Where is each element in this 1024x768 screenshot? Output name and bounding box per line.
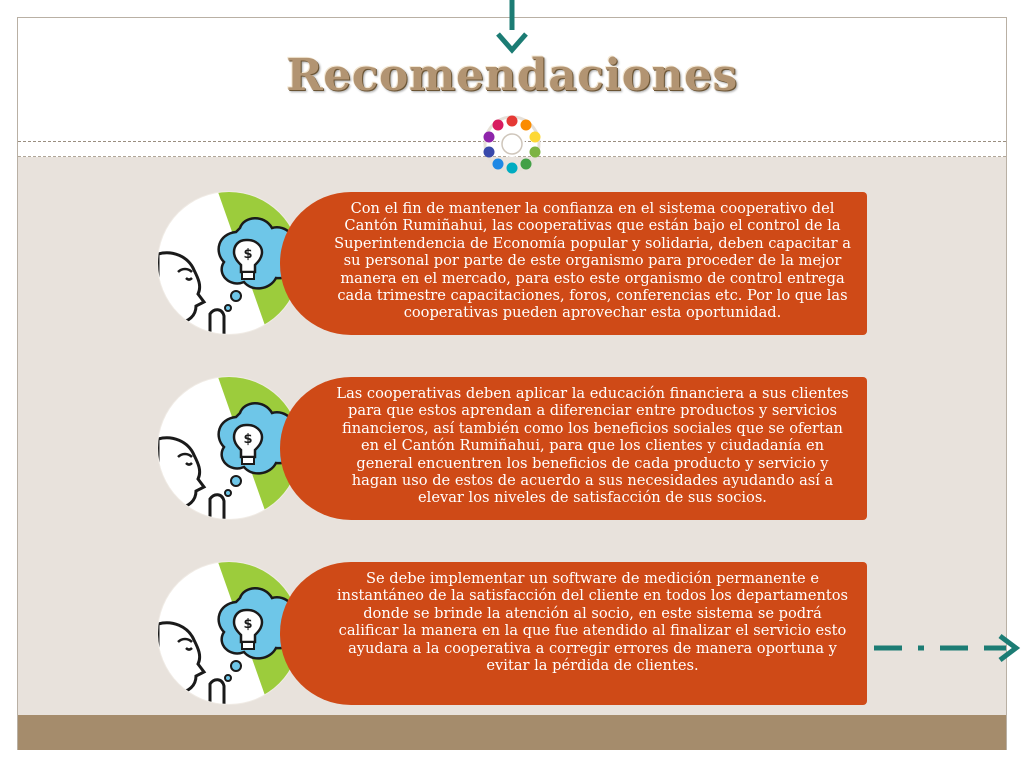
recommendation-card-3	[280, 562, 867, 705]
thinking-person-idea-icon	[158, 192, 300, 334]
dashed-arrow-right-icon[interactable]	[870, 630, 1024, 666]
recommendation-card-2	[280, 377, 867, 520]
svg-text:$: $	[243, 617, 253, 632]
footer-band	[18, 715, 1006, 750]
thinking-person-idea-icon	[158, 377, 300, 519]
recommendation-card-1	[280, 192, 867, 335]
people-circle-emblem-icon	[481, 113, 543, 175]
recommendation-text-1: Con el fin de mantener la confianza en el sistema cooperativo del Cantón Rumiñahui, las cooperativas que están bajo el control de la Superintendencia de Economía popular y solidaria, deben capacitar a su personal por parte de este organismo para proceder de la mejor manera en el mercado, para esto este organismo de control entrega cada trimestre capacitaciones, foros, conferencias etc. Por lo que las cooperativas pueden aprovechar esta oportunidad.	[334, 200, 851, 322]
thinking-person-idea-icon	[158, 562, 300, 704]
recommendation-text-3: Se debe implementar un software de medición permanente e instantáneo de la satisfacción del cliente en todos los departamentos donde se brinde la atención al socio, en este sistema se podrá calificar la manera en la que fue atendido al finalizar el servicio esto ayudara a la cooperativa a corregir errores de manera oportuna y evitar la pérdida de clientes.	[336, 570, 849, 675]
recommendation-1-illustration	[158, 192, 300, 334]
recommendation-3-illustration	[158, 562, 300, 704]
arrow-down-icon[interactable]	[492, 0, 532, 58]
slide-title: Recomendaciones	[286, 50, 738, 101]
recommendation-text-2: Las cooperativas deben aplicar la educación financiera a sus clientes para que estos aprendan a diferenciar entre productos y servicios financieros, así también como los beneficios sociales que se ofertan en el Cantón Rumiñahui, para que los clientes y ciudadanía en general encuentren los beneficios de cada producto y servicio y hagan uso de estos de acuerdo a sus necesidades ayudando así a elevar los niveles de satisfacción de sus socios.	[336, 385, 849, 507]
svg-text:$: $	[243, 432, 253, 447]
svg-text:$: $	[243, 247, 253, 262]
recommendation-2-illustration	[158, 377, 300, 519]
